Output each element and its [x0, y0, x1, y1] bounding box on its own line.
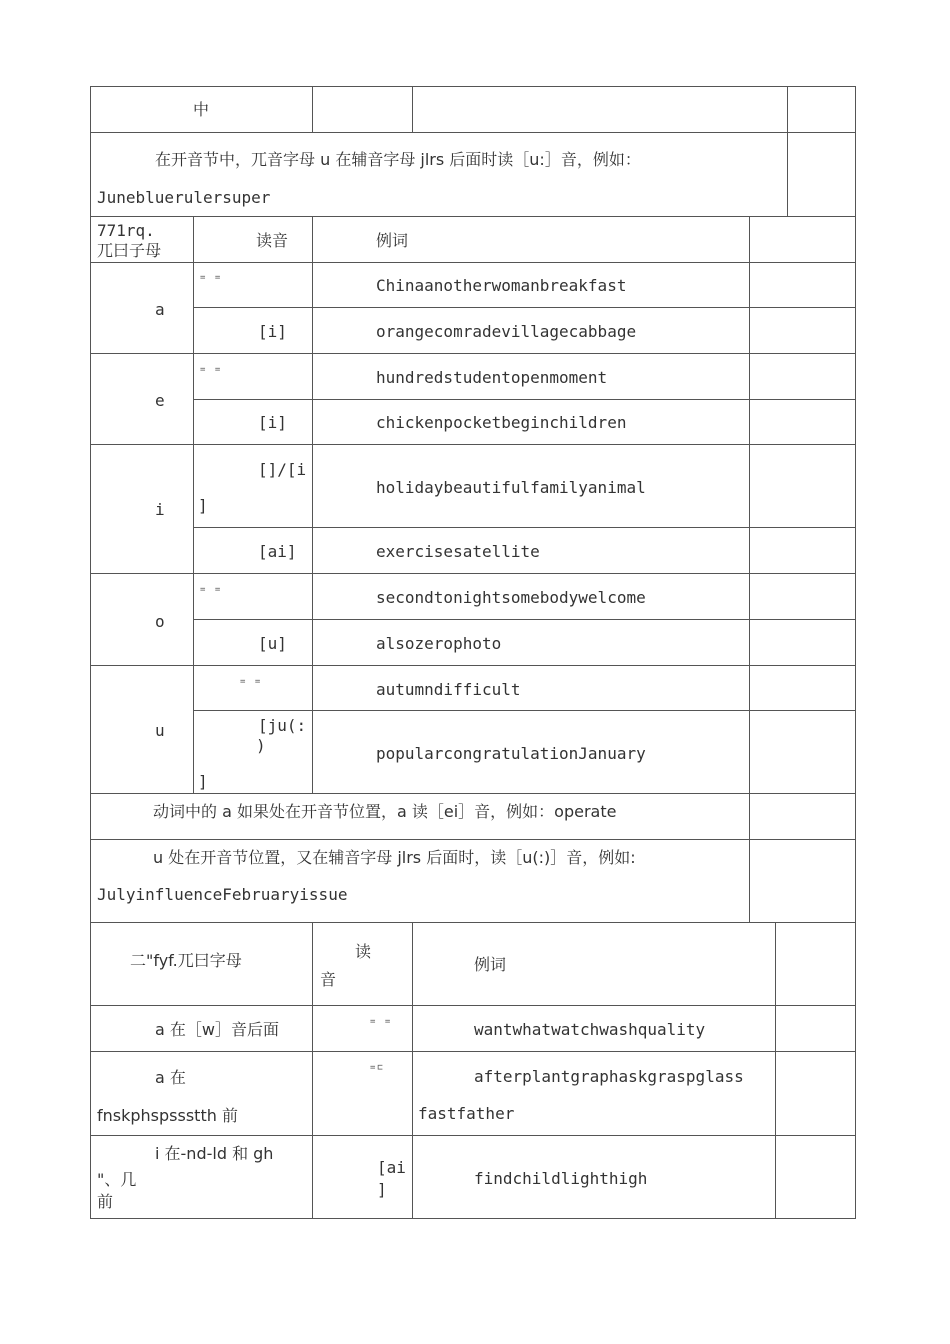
- rule-line: [412, 922, 413, 1219]
- phonetic-cell: = =: [200, 585, 223, 595]
- rule-line: [193, 307, 856, 308]
- rule-line: [90, 216, 856, 217]
- header-col2-line1: 读: [355, 942, 372, 961]
- rule-line: [90, 1005, 856, 1006]
- phonetic-cell: [i]: [258, 322, 287, 341]
- phonetic-cell: []/[i: [258, 460, 307, 479]
- rule-line: [90, 1051, 856, 1052]
- rule-line: [90, 262, 856, 263]
- example-words: Chinaanotherwomanbreakfast: [376, 276, 627, 295]
- rule-line2: JulyinfluenceFebruaryissue: [97, 885, 348, 904]
- rule-line: [775, 922, 776, 1219]
- example-words: fastfather: [418, 1104, 515, 1123]
- rule-line: [193, 710, 856, 711]
- rule-line: [90, 86, 856, 87]
- rule-line: [90, 353, 856, 354]
- header-col2: 读音: [256, 231, 289, 250]
- rule-line: [90, 665, 856, 666]
- rule-line: [90, 1218, 856, 1219]
- phonetic-cell: = =: [200, 273, 223, 283]
- rule-line: [90, 573, 856, 574]
- example-words: chickenpocketbeginchildren: [376, 413, 627, 432]
- rule-line: [90, 922, 856, 923]
- condition-cell: fnskphspssstth 前: [97, 1106, 238, 1125]
- example-words: afterplantgraphaskgraspglass: [474, 1067, 744, 1086]
- rule-line: [312, 86, 313, 133]
- phonetic-cell: ): [256, 736, 266, 755]
- rule-line: [749, 216, 750, 923]
- example-words: hundredstudentopenmoment: [376, 368, 608, 387]
- phonetic-cell: [ju(:: [258, 716, 307, 735]
- top-row-char: 中: [193, 100, 210, 119]
- letter-cell: e: [155, 391, 165, 410]
- letter-cell: o: [155, 612, 165, 631]
- rule-line: [193, 527, 856, 528]
- phonetic-cell: = =: [370, 1017, 393, 1027]
- rule-line: [312, 922, 313, 1219]
- phonetic-cell: =⊏: [370, 1063, 385, 1073]
- condition-cell: i 在-nd-ld 和 gh: [155, 1144, 274, 1163]
- phonetic-cell: [u]: [258, 634, 287, 653]
- condition-cell: a 在［w］音后面: [155, 1020, 279, 1039]
- letter-cell: i: [155, 500, 165, 519]
- letter-cell: u: [155, 721, 165, 740]
- example-words: alsozerophoto: [376, 634, 502, 653]
- verb-rule: 动词中的 a 如果处在开音节位置，a 读［ei］音，例如：operate: [153, 802, 617, 821]
- phonetic-cell: [ai: [377, 1158, 406, 1177]
- phonetic-cell: ]: [198, 496, 208, 515]
- rule-line: [90, 444, 856, 445]
- rule-line: [193, 216, 194, 794]
- letter-cell: a: [155, 300, 165, 319]
- rule-line: [193, 399, 856, 400]
- example-words: holidaybeautifulfamilyanimal: [376, 478, 646, 497]
- rule-line: [412, 86, 413, 133]
- rule-line: [193, 619, 856, 620]
- example-words: orangecomradevillagecabbage: [376, 322, 637, 341]
- header-col2-line2: 音: [320, 970, 337, 989]
- example-words: exercisesatellite: [376, 542, 540, 561]
- condition-cell: 前: [97, 1192, 114, 1211]
- rule-line: [90, 1135, 856, 1136]
- example-words: wantwhatwatchwashquality: [474, 1020, 706, 1039]
- condition-cell: "、几: [97, 1170, 137, 1189]
- rule-line: [90, 132, 856, 133]
- rule-line1: 在开音节中，兀音字母 u 在辅音字母 jlrs 后面时读［u:］音，例如：: [155, 150, 641, 169]
- phonetic-cell: ]: [198, 772, 208, 791]
- example-words: secondtonightsomebodywelcome: [376, 588, 646, 607]
- phonetic-cell: ]: [377, 1180, 387, 1199]
- header-col3: 例词: [474, 955, 507, 974]
- header-col1-line1: 771rq.: [97, 221, 155, 240]
- rule-line: [90, 839, 856, 840]
- phonetic-cell: [i]: [258, 413, 287, 432]
- example-words: popularcongratulationJanuary: [376, 744, 646, 763]
- rule-line: [787, 86, 788, 217]
- rule-line: [312, 216, 313, 794]
- rule-line: [855, 86, 856, 1219]
- example-words: findchildlighthigh: [474, 1169, 648, 1188]
- phonetic-cell: = =: [240, 677, 263, 687]
- condition-cell: a 在: [155, 1068, 186, 1087]
- header-col1: 二"fyf.兀曰字母: [130, 951, 242, 970]
- rule-line: [90, 793, 856, 794]
- rule-line: [90, 86, 91, 1219]
- phonetic-cell: [ai]: [258, 542, 297, 561]
- example-words: autumndifficult: [376, 680, 521, 699]
- rule-line2: Junebluerulersuper: [97, 188, 271, 207]
- phonetic-cell: = =: [200, 365, 223, 375]
- header-col1-line2: 兀曰子母: [97, 241, 162, 260]
- header-col3: 例词: [376, 231, 409, 250]
- rule-line1: u 处在开音节位置，又在辅音字母 jlrs 后面时，读［u(:)］音，例如:: [153, 848, 636, 867]
